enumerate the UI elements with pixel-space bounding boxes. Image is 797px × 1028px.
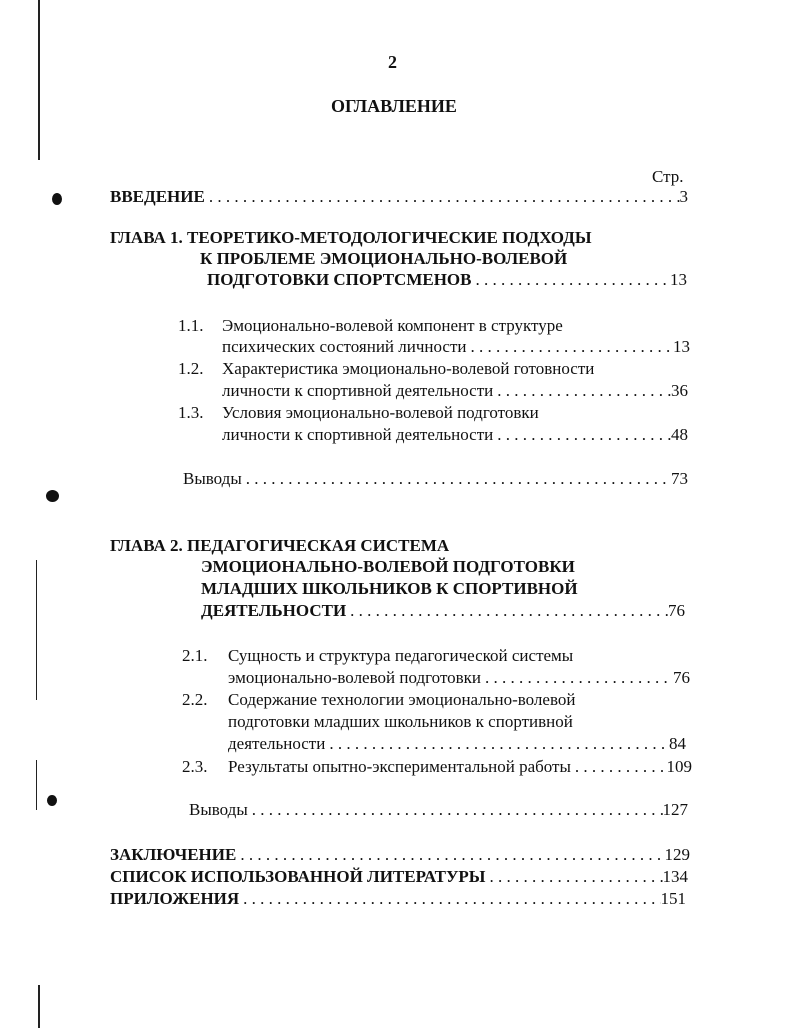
toc-entry-page: 73 <box>671 469 688 488</box>
toc-entry-appendices[interactable] <box>110 889 686 911</box>
toc-entry-label: Результаты опытно-экспериментальной работы <box>228 757 571 776</box>
scan-edge-line <box>36 760 37 810</box>
toc-entry-label: личности к спортивной деятельности <box>222 425 494 444</box>
toc-entry-label: деятельности <box>228 734 326 753</box>
chapter2-heading-line2: ЭМОЦИОНАЛЬНО-ВОЛЕВОЙ ПОДГОТОВКИ <box>201 557 575 576</box>
toc-entry-section-2-3[interactable] <box>228 757 692 779</box>
toc-entry-page: 3 <box>679 187 688 206</box>
toc-entry-page: 129 <box>664 845 690 864</box>
toc-entry-label: ДЕЯТЕЛЬНОСТИ <box>201 601 347 620</box>
leader-dots <box>236 845 664 865</box>
section-title-line1: Эмоционально-волевой компонент в структуре <box>222 316 563 335</box>
section-title-line2: подготовки младших школьников к спортивной <box>228 712 573 731</box>
toc-entry-intro[interactable] <box>110 187 688 209</box>
toc-entry-chapter1[interactable] <box>207 270 687 292</box>
toc-entry-page: 84 <box>669 734 686 753</box>
toc-entry-chapter2-conclusions[interactable] <box>189 800 688 822</box>
section-number: 2.1. <box>182 646 208 665</box>
toc-entry-section-2-1[interactable] <box>228 668 690 690</box>
toc-entry-page: 13 <box>673 337 690 356</box>
toc-entry-label: эмоционально-волевой подготовки <box>228 668 482 687</box>
leader-dots <box>472 270 671 290</box>
toc-entry-section-1-1[interactable] <box>222 337 690 359</box>
chapter1-heading-line2: К ПРОБЛЕМЕ ЭМОЦИОНАЛЬНО-ВОЛЕВОЙ <box>200 249 568 268</box>
section-title-line1: Содержание технологии эмоционально-волевой <box>228 690 576 709</box>
leader-dots <box>493 381 671 401</box>
toc-entry-references[interactable] <box>110 867 688 889</box>
leader-dots <box>205 187 680 207</box>
toc-entry-label: Выводы <box>189 800 248 819</box>
page-column-label: Стр. <box>652 167 684 186</box>
toc-entry-page: 76 <box>668 601 685 620</box>
toc-entry-page: 134 <box>662 867 688 886</box>
leader-dots <box>242 469 671 489</box>
leader-dots <box>467 337 674 357</box>
toc-entry-label: ПОДГОТОВКИ СПОРТСМЕНОВ <box>207 270 472 289</box>
chapter1-heading-line1: ГЛАВА 1. ТЕОРЕТИКО-МЕТОДОЛОГИЧЕСКИЕ ПОДХОДЫ <box>110 228 592 247</box>
toc-entry-chapter2[interactable] <box>201 601 685 623</box>
toc-entry-label: ПРИЛОЖЕНИЯ <box>110 889 240 908</box>
chapter2-heading-line1: ГЛАВА 2. ПЕДАГОГИЧЕСКАЯ СИСТЕМА <box>110 536 450 555</box>
toc-entry-label: Выводы <box>183 469 242 488</box>
section-title-line1: Характеристика эмоционально-волевой готовности <box>222 359 595 378</box>
toc-entry-page: 127 <box>662 800 688 819</box>
leader-dots <box>571 757 667 777</box>
toc-entry-page: 13 <box>670 270 687 289</box>
leader-dots <box>481 668 673 688</box>
section-number: 2.2. <box>182 690 208 709</box>
toc-entry-chapter1-conclusions[interactable] <box>183 469 688 491</box>
leader-dots <box>346 601 668 621</box>
section-title-line1: Сущность и структура педагогической системы <box>228 646 574 665</box>
leader-dots <box>239 889 660 909</box>
toc-entry-label: ВВЕДЕНИЕ <box>110 187 205 206</box>
page-title: ОГЛАВЛЕНИЕ <box>331 96 457 116</box>
toc-entry-page: 36 <box>671 381 688 400</box>
toc-entry-label: психических состояний личности <box>222 337 467 356</box>
section-number: 1.1. <box>178 316 204 335</box>
page-number: 2 <box>388 52 397 72</box>
section-number: 2.3. <box>182 757 208 776</box>
scan-blot <box>46 490 59 502</box>
toc-entry-section-1-2[interactable] <box>222 381 688 403</box>
scan-edge-line <box>38 0 40 160</box>
toc-entry-page: 48 <box>671 425 688 444</box>
toc-entry-page: 109 <box>666 757 692 776</box>
chapter2-heading-line3: МЛАДШИХ ШКОЛЬНИКОВ К СПОРТИВНОЙ <box>201 579 578 598</box>
leader-dots <box>325 734 669 754</box>
toc-entry-conclusion[interactable] <box>110 845 690 867</box>
toc-entry-section-2-2[interactable] <box>228 734 686 756</box>
toc-entry-page: 76 <box>673 668 690 687</box>
toc-entry-label: ЗАКЛЮЧЕНИЕ <box>110 845 237 864</box>
scan-blot <box>52 193 62 205</box>
toc-entry-page: 151 <box>660 889 686 908</box>
leader-dots <box>493 425 671 445</box>
section-title-line1: Условия эмоционально-волевой подготовки <box>222 403 539 422</box>
toc-entry-label: личности к спортивной деятельности <box>222 381 494 400</box>
scan-edge-line <box>36 560 37 700</box>
toc-entry-label: СПИСОК ИСПОЛЬЗОВАННОЙ ЛИТЕРАТУРЫ <box>110 867 486 886</box>
section-number: 1.2. <box>178 359 204 378</box>
leader-dots <box>486 867 663 887</box>
section-number: 1.3. <box>178 403 204 422</box>
toc-entry-section-1-3[interactable] <box>222 425 688 447</box>
leader-dots <box>248 800 663 820</box>
scan-edge-line <box>38 985 40 1028</box>
scan-blot <box>47 795 57 806</box>
